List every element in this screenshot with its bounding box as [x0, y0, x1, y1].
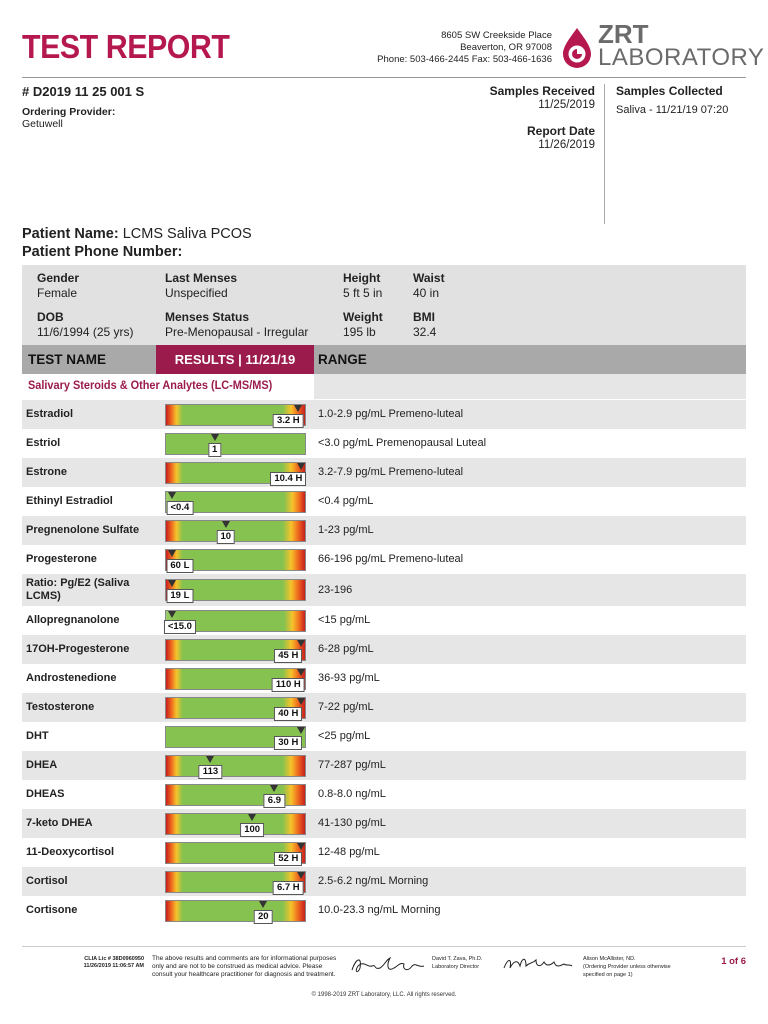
test-name: 17OH-Progesterone [26, 643, 130, 655]
samples-received-value: 11/25/2019 [538, 99, 595, 111]
section-title: Salivary Steroids & Other Analytes (LC-MS/MS) [28, 380, 273, 392]
result-marker-icon [297, 463, 305, 470]
height-label: Height [343, 271, 381, 285]
result-bar [165, 813, 306, 835]
gender [37, 271, 79, 301]
result-row [22, 867, 746, 896]
patient-phone-label: Patient Phone Number: [22, 244, 183, 260]
height [343, 271, 382, 301]
weight [343, 310, 383, 340]
bmi-label: BMI [413, 310, 435, 324]
result-value: 6.9 [264, 794, 285, 808]
result-row [22, 838, 746, 867]
test-name: Allopregnanolone [26, 614, 120, 626]
reference-range: <15 pg/mL [318, 614, 371, 626]
copyright: © 1998-2019 ZRT Laboratory, LLC. All rights reserved. [311, 992, 457, 998]
reference-range: 12-48 pg/mL [318, 846, 380, 858]
section-header-spacer [314, 374, 746, 399]
reference-range: 36-93 pg/mL [318, 672, 380, 684]
result-row [22, 400, 746, 429]
waist-value: 40 in [413, 286, 440, 300]
result-value: 40 H [274, 707, 302, 721]
result-bar [165, 433, 306, 455]
result-value: <0.4 [167, 501, 194, 515]
section-header [22, 374, 314, 399]
result-row [22, 809, 746, 838]
test-name: Ratio: Pg/E2 (Saliva LCMS) [26, 577, 130, 602]
results-table-header [22, 345, 746, 374]
result-row [22, 635, 746, 664]
result-value: 110 H [272, 678, 305, 692]
director-2-note: (Ordering Provider unless otherwise specified on page 1) [583, 964, 671, 978]
gender-label: Gender [37, 271, 80, 285]
director-1-title: Laboratory Director [432, 964, 480, 970]
result-row [22, 606, 746, 635]
result-row [22, 545, 746, 574]
header-divider [22, 77, 746, 78]
result-marker-icon [222, 521, 230, 528]
result-marker-icon [297, 843, 305, 850]
reference-range: 3.2-7.9 pg/mL Premeno-luteal [318, 466, 464, 478]
column-header-range: RANGE [318, 352, 367, 367]
result-value: 10.4 H [270, 472, 306, 486]
result-marker-icon [297, 698, 305, 705]
reference-range: 1-23 pg/mL [318, 524, 374, 536]
samples-received-label: Samples Received [489, 84, 595, 98]
reference-range: <3.0 pg/mL Premenopausal Luteal [318, 437, 487, 449]
result-marker-icon [297, 727, 305, 734]
director-1-name: David T. Zava, Ph.D. [432, 956, 483, 962]
result-bar [165, 842, 306, 864]
address-line1: 8605 SW Creekside Place [441, 30, 552, 41]
last-menses-value: Unspecified [165, 286, 228, 300]
result-value: <15.0 [164, 620, 196, 634]
result-bar [165, 871, 306, 893]
reference-range: 0.8-8.0 ng/mL [318, 788, 386, 800]
result-bar [165, 900, 306, 922]
reference-range: 10.0-23.3 ng/mL Morning [318, 904, 441, 916]
result-value: 113 [199, 765, 222, 779]
dob-label: DOB [37, 310, 64, 324]
patient-name-value: LCMS Saliva PCOS [122, 226, 252, 242]
result-value: 100 [240, 823, 264, 837]
weight-label: Weight [343, 310, 383, 324]
director-2-name: Alison McAllister, ND. [583, 956, 636, 962]
result-marker-icon [297, 640, 305, 647]
disclaimer: The above results and comments are for informational purposes only and are not to be construed as medical advice. Please consult your healthcare practitioner for diagnosis and treatment. [152, 955, 337, 978]
result-marker-icon [297, 669, 305, 676]
result-marker-icon [168, 550, 176, 557]
clia-number: CLIA Lic # 38D0960950 [84, 956, 144, 962]
test-name: Progesterone [26, 553, 97, 565]
result-marker-icon [248, 814, 256, 821]
dob [37, 310, 134, 340]
result-marker-icon [270, 785, 278, 792]
result-bar [165, 755, 306, 777]
result-bar [165, 549, 306, 571]
result-row [22, 722, 746, 751]
drop-logo-icon [560, 26, 594, 70]
demographics-panel [22, 265, 746, 345]
result-value: 20 [254, 910, 273, 924]
result-bar [165, 610, 306, 632]
result-row [22, 664, 746, 693]
page-number: 1 of 6 [721, 956, 746, 967]
result-marker-icon [211, 434, 219, 441]
result-bar [165, 726, 306, 748]
test-name: Estradiol [26, 408, 74, 420]
report-date-value: 11/26/2019 [538, 139, 595, 151]
result-bar [165, 668, 306, 690]
patient-name-label: Patient Name: [22, 226, 119, 242]
result-row [22, 429, 746, 458]
result-value: 45 H [274, 649, 302, 663]
report-timestamp: 11/26/2019 11:06:57 AM [83, 963, 144, 969]
result-marker-icon [294, 405, 302, 412]
result-value: 6.7 H [273, 881, 304, 895]
director-signature-2 [500, 950, 576, 978]
waist [413, 271, 445, 301]
reference-range: 41-130 pg/mL [318, 817, 386, 829]
samples-collected-value: Saliva - 11/21/19 07:20 [616, 104, 729, 116]
result-bar [165, 404, 306, 426]
test-name: DHEA [26, 759, 58, 771]
bmi [413, 310, 436, 340]
reference-range: <0.4 pg/mL [318, 495, 374, 507]
clia-info [72, 956, 144, 970]
ordering-provider-label: Ordering Provider: [22, 106, 116, 118]
result-value: 52 H [274, 852, 302, 866]
reference-range: 6-28 pg/mL [318, 643, 374, 655]
address-line2: Beaverton, OR 97008 [460, 42, 552, 53]
accession-number: # D2019 11 25 001 S [22, 84, 145, 99]
result-value: 60 L [166, 559, 193, 573]
director-1 [432, 955, 482, 971]
logo-text-laboratory: LABORATORY [598, 44, 765, 71]
report-title: TEST REPORT [22, 28, 230, 65]
test-name: Pregnenolone Sulfate [26, 524, 140, 536]
test-name: DHT [26, 730, 49, 742]
result-row [22, 780, 746, 809]
test-name: Cortisol [26, 875, 68, 887]
result-marker-icon [168, 492, 176, 499]
result-row [22, 487, 746, 516]
weight-value: 195 lb [343, 325, 376, 339]
report-date-label: Report Date [526, 124, 595, 138]
result-marker-icon [168, 580, 176, 587]
menses-status-label: Menses Status [165, 310, 250, 324]
menses-status [165, 310, 308, 340]
test-name: 11-Deoxycortisol [26, 846, 115, 858]
test-name: Estrone [26, 466, 67, 478]
bmi-value: 32.4 [413, 325, 437, 339]
dob-value: 11/6/1994 (25 yrs) [37, 325, 134, 339]
reference-range: 66-196 pg/mL Premeno-luteal [318, 553, 464, 565]
zrt-logo [560, 19, 765, 74]
reference-range: 77-287 pg/mL [318, 759, 386, 771]
test-name: Androstenedione [26, 672, 117, 684]
last-menses-label: Last Menses [165, 271, 238, 285]
footer-divider [22, 946, 746, 947]
reference-range: 23-196 [318, 584, 353, 596]
samples-collected-label: Samples Collected [616, 84, 723, 98]
director-signature-1 [346, 950, 430, 980]
test-name: Estriol [26, 437, 61, 449]
column-header-results: RESULTS | 11/21/19 [156, 345, 314, 374]
patient-phone [22, 244, 182, 260]
address-line3: Phone: 503-466-2445 Fax: 503-466-1636 [377, 54, 552, 65]
info-divider [604, 84, 605, 224]
result-bar [165, 784, 306, 806]
last-menses [165, 271, 237, 301]
test-name: Ethinyl Estradiol [26, 495, 113, 507]
result-marker-icon [297, 872, 305, 879]
test-name: Testosterone [26, 701, 95, 713]
reference-range: <25 pg/mL [318, 730, 371, 742]
result-bar [165, 520, 306, 542]
results-list [22, 400, 746, 925]
result-row [22, 693, 746, 722]
result-bar [165, 579, 306, 601]
result-row [22, 516, 746, 545]
test-name: DHEAS [26, 788, 65, 800]
menses-status-value: Pre-Menopausal - Irregular [165, 325, 309, 339]
waist-label: Waist [413, 271, 445, 285]
result-bar [165, 639, 306, 661]
result-value: 30 H [274, 736, 302, 750]
logo-text-zrt: ZRT [598, 19, 649, 49]
lab-address [377, 30, 552, 66]
result-value: 19 L [166, 589, 193, 603]
reference-range: 1.0-2.9 pg/mL Premeno-luteal [318, 408, 464, 420]
patient-name [22, 226, 252, 242]
result-marker-icon [206, 756, 214, 763]
result-bar [165, 462, 306, 484]
result-value: 10 [216, 530, 235, 544]
result-marker-icon [259, 901, 267, 908]
director-2 [583, 955, 683, 979]
test-name: Cortisone [26, 904, 78, 916]
result-row [22, 751, 746, 780]
result-marker-icon [168, 611, 176, 618]
result-value: 3.2 H [273, 414, 304, 428]
ordering-provider-value: Getuwell [22, 118, 63, 130]
result-value: 1 [208, 443, 221, 457]
height-value: 5 ft 5 in [343, 286, 383, 300]
result-row [22, 458, 746, 487]
column-header-test-name: TEST NAME [28, 352, 107, 367]
result-bar [165, 491, 306, 513]
result-bar [165, 697, 306, 719]
reference-range: 7-22 pg/mL [318, 701, 374, 713]
test-name: 7-keto DHEA [26, 817, 93, 829]
reference-range: 2.5-6.2 ng/mL Morning [318, 875, 429, 887]
result-row [22, 574, 746, 606]
gender-value: Female [37, 286, 78, 300]
result-row [22, 896, 746, 925]
